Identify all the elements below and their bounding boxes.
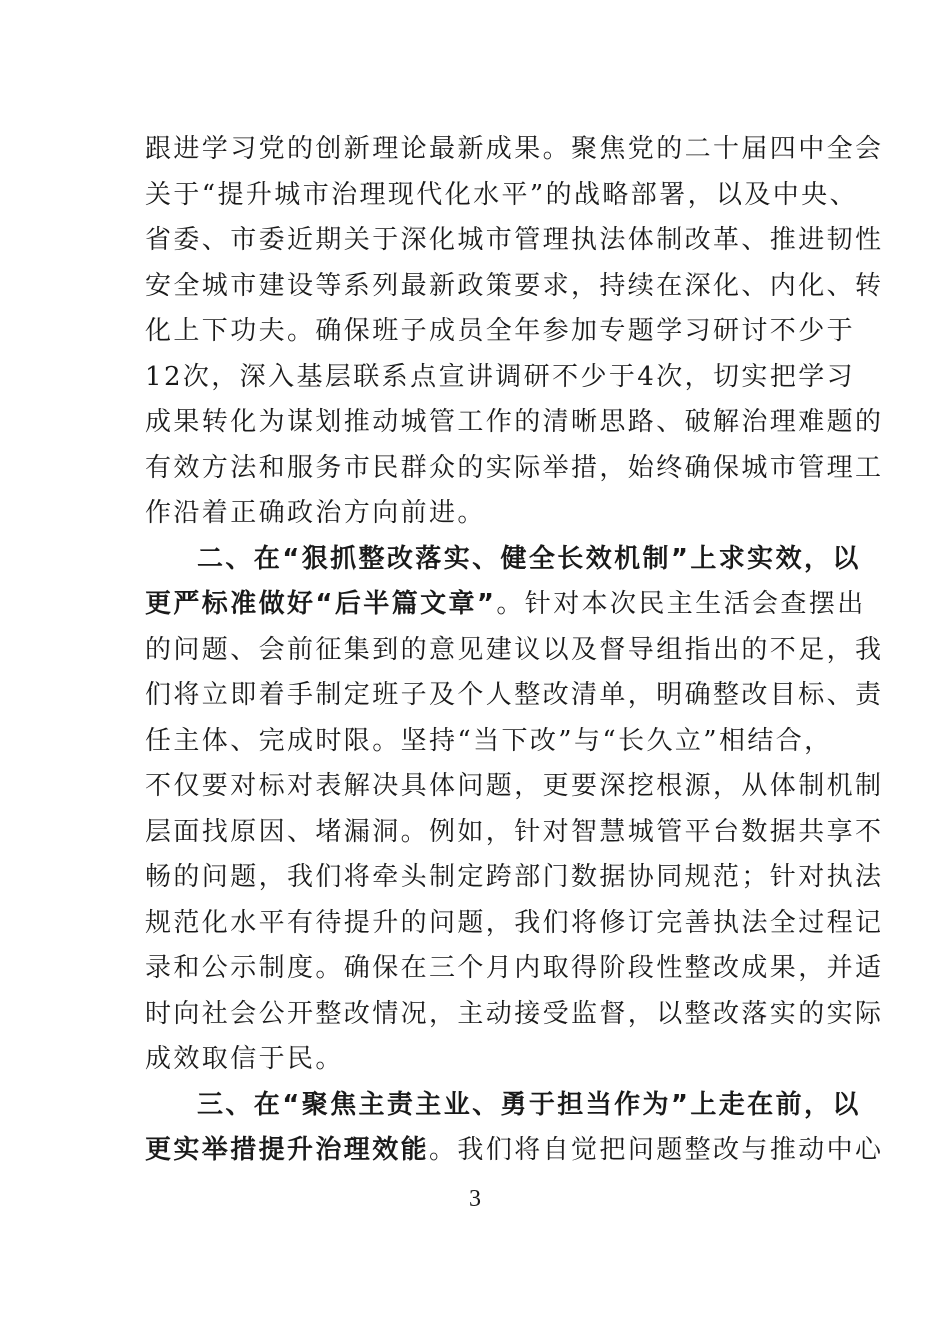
paragraph2-line-8: 规范化水平有待提升的问题，我们将修订完善执法全过程记 <box>145 907 884 938</box>
paragraph2-line-6: 层面找原因、堵漏洞。例如，针对智慧城管平台数据共享不 <box>145 816 884 847</box>
section-3-heading: 三、在“聚焦主责主业、勇于担当作为”上走在前，以 <box>197 1089 861 1120</box>
paragraph2-line-10: 时向社会公开整改情况，主动接受监督，以整改落实的实际 <box>145 998 884 1029</box>
paragraph2-line-1 <box>145 582 866 628</box>
paragraph3-line-1-text: 。我们将自觉把问题整改与推动中心 <box>429 1135 884 1165</box>
paragraph2-line-2: 的问题、会前征集到的意见建议以及督导组指出的不足，我 <box>145 634 884 665</box>
paragraph1-line-6: 12次，深入基层联系点宣讲调研不少于4次，切实把学习 <box>145 361 856 392</box>
section-2-heading-continued: 更严标准做好“后半篇文章” <box>145 589 497 619</box>
body-text <box>145 127 884 1174</box>
paragraph1-line-9: 作沿着正确政治方向前进。 <box>145 498 486 528</box>
section-3-heading-continued: 更实举措提升治理效能 <box>145 1135 430 1165</box>
paragraph2-line-9: 录和公示制度。确保在三个月内取得阶段性整改成果，并适 <box>145 953 884 983</box>
section-2-heading: 二、在“狠抓整改落实、健全长效机制”上求实效，以 <box>197 543 861 574</box>
paragraph1-line-8: 有效方法和服务市民群众的实际举措，始终确保城市管理工 <box>145 452 884 483</box>
paragraph2-line-1-text: 。针对本次民主生活会查摆出 <box>496 589 866 619</box>
paragraph2-line-4: 任主体、完成时限。坚持“当下改”与“长久立”相结合， <box>145 725 833 756</box>
page-number: 3 <box>469 1186 481 1212</box>
paragraph1-line-1: 跟进学习党的创新理论最新成果。聚焦党的二十届四中全会 <box>145 134 884 164</box>
paragraph2-line-11: 成效取信于民。 <box>145 1044 344 1074</box>
paragraph2-line-3: 们将立即着手制定班子及个人整改清单，明确整改目标、责 <box>145 680 884 710</box>
paragraph1-line-4: 安全城市建设等系列最新政策要求，持续在深化、内化、转 <box>145 270 884 301</box>
paragraph1-line-5: 化上下功夫。确保班子成员全年参加专题学习研讨不少于 <box>145 316 856 346</box>
paragraph2-line-7: 畅的问题，我们将牵头制定跨部门数据协同规范；针对执法 <box>145 862 884 892</box>
paragraph1-line-2: 关于“提升城市治理现代化水平”的战略部署，以及中央、 <box>145 179 858 210</box>
paragraph3-line-1 <box>145 1128 884 1174</box>
paragraph1-line-3: 省委、市委近期关于深化城市管理执法体制改革、推进韧性 <box>145 225 884 255</box>
paragraph2-line-5: 不仅要对标对表解决具体问题，更要深挖根源，从体制机制 <box>145 771 884 801</box>
paragraph1-line-7: 成果转化为谋划推动城管工作的清晰思路、破解治理难题的 <box>145 407 884 437</box>
